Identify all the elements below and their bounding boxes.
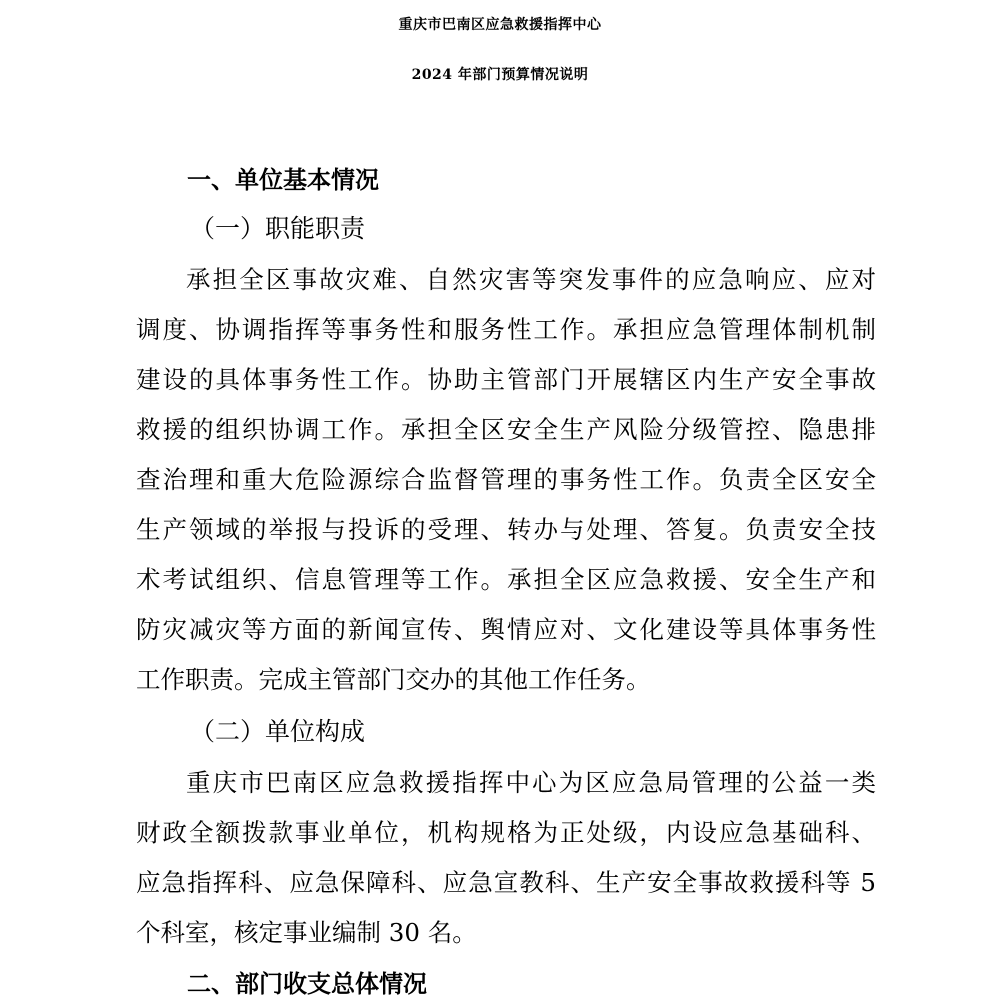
paragraph-line: 查治理和重大危险源综合监督管理的事务性工作。负责全区安全: [136, 465, 876, 494]
paragraph-line: 财政全额拨款事业单位，机构规格为正处级，内设应急基础科、: [136, 818, 876, 847]
section-heading-revenue-expenditure: 二、部门收支总体情况: [187, 970, 427, 998]
paragraph-line: 生产领域的举报与投诉的受理、转办与处理、答复。负责安全技: [136, 515, 876, 544]
section-heading-basic-info: 一、单位基本情况: [187, 166, 379, 194]
subsection-heading-duties: （一）职能职责: [190, 214, 366, 243]
paragraph-line: 个科室，核定事业编制 30 名。: [136, 918, 477, 947]
paragraph-line: 调度、协调指挥等事务性和服务性工作。承担应急管理体制机制: [136, 315, 876, 344]
paragraph-line: 救援的组织协调工作。承担全区安全生产风险分级管控、隐患排: [136, 415, 876, 444]
paragraph-line: 工作职责。完成主管部门交办的其他工作任务。: [136, 665, 651, 694]
paragraph-line: 建设的具体事务性工作。协助主管部门开展辖区内生产安全事故: [136, 365, 876, 394]
document-title-line-1: 重庆市巴南区应急救援指挥中心: [398, 17, 602, 33]
paragraph-line: 应急指挥科、应急保障科、应急宣教科、生产安全事故救援科等 5: [136, 868, 876, 897]
document-title-line-2: 2024 年部门预算情况说明: [411, 67, 589, 83]
paragraph-line: 重庆市巴南区应急救援指挥中心为区应急局管理的公益一类: [186, 768, 876, 797]
paragraph-line: 术考试组织、信息管理等工作。承担全区应急救援、安全生产和: [136, 565, 876, 594]
paragraph-line: 防灾减灾等方面的新闻宣传、舆情应对、文化建设等具体事务性: [136, 615, 876, 644]
paragraph-line: 承担全区事故灾难、自然灾害等突发事件的应急响应、应对: [186, 265, 876, 294]
subsection-heading-composition: （二）单位构成: [190, 717, 366, 746]
